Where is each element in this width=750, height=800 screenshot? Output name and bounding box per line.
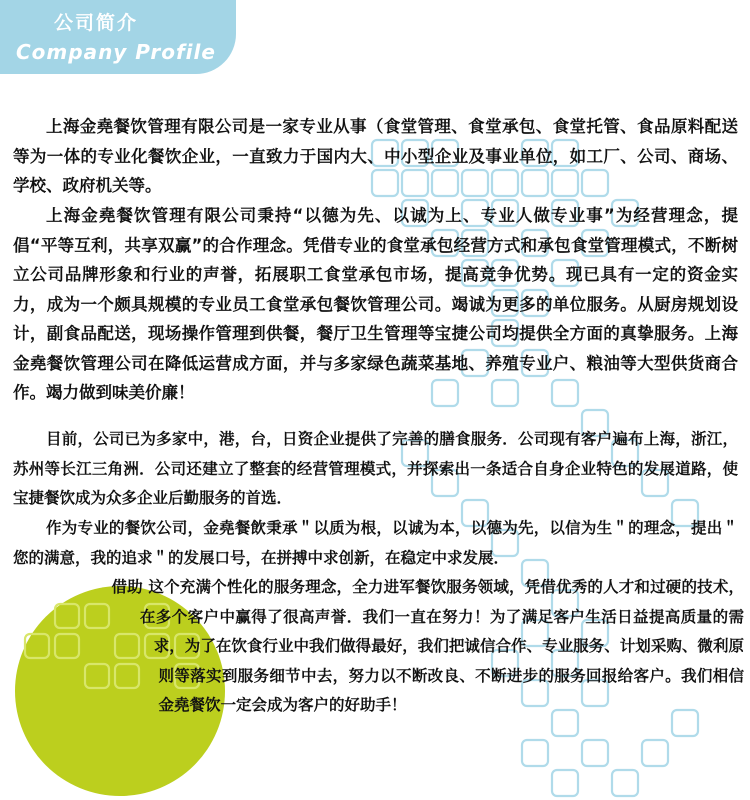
paragraph-philosophy: 上海金堯餐饮管理有限公司秉持“以德为先、以诚为上、专业人做专业事”为经营理念，提倡“平等互利，共享双赢”的合作理念。凭借专业的食堂承包经营方式和承包食堂管理模式，不断树立公司品牌形象和行业的声誉，拓展职工食堂承包市场，提高竞争优势。现已具有一定的资金实力，成为一个颇具规模的专业员工食堂承包餐饮管理公司。竭诚为更多的单位服务。从厨房规划设计，副食品配送，现场操作管理到供餐，餐厅卫生管理等宝捷公司均提供全方面的真挚服务。上海金堯餐饮管理公司在降低运营成方面，并与多家绿色蔬菜基地、养殖专业户、粮油等大型供货商合作。竭力做到味美价廉！ [13, 206, 738, 402]
paragraph-clients: 目前，公司已为多家中，港，台，日资企业提供了完善的膳食服务．公司现有客户遍布上海，浙江，苏州等长江三角洲．公司还建立了整套的经营管理模式，并探索出一条适合自身企业特色的发展道路，使宝捷餐饮成为众多企业后勤服务的首选． [13, 430, 738, 507]
paragraph-commitment-block [0, 573, 744, 793]
paragraph-motto: 作为专业的餐饮公司，金堯餐飲秉承＂以质为根，以诚为本，以德为先，以信为生＂的理念，提出＂您的满意，我的追求＂的发展口号，在拼搏中求创新，在稳定中求发展． [13, 519, 738, 567]
page-title-en: Company Profile [16, 40, 216, 64]
paragraph-commitment: 借助 这个充满个性化的服务理念，全力进军餐饮服务领域，凭借优秀的人才和过硬的技术，在多个客户中赢得了很高声誉．我们一直在努力！为了满足客户生活日益提高质量的需求，为了在饮食行业中我们做得最好，我们把诚信合作、专业服务、计划采购、微利原则等落实到服务细节中去，努力以不断改良、不断进步的服务回报给客户。我们相信金堯餐饮一定会成为客户的好助手！ [111, 578, 744, 714]
paragraph-intro: 上海金堯餐饮管理有限公司是一家专业从事（食堂管理、食堂承包、食堂托管、食品原料配送等为一体的专业化餐饮企业，一直致力于国内大、中小型企业及事业单位，如工厂、公司、商场、学校、政府机关等。 [13, 117, 738, 195]
page-title-cn: 公司简介 [54, 12, 139, 34]
